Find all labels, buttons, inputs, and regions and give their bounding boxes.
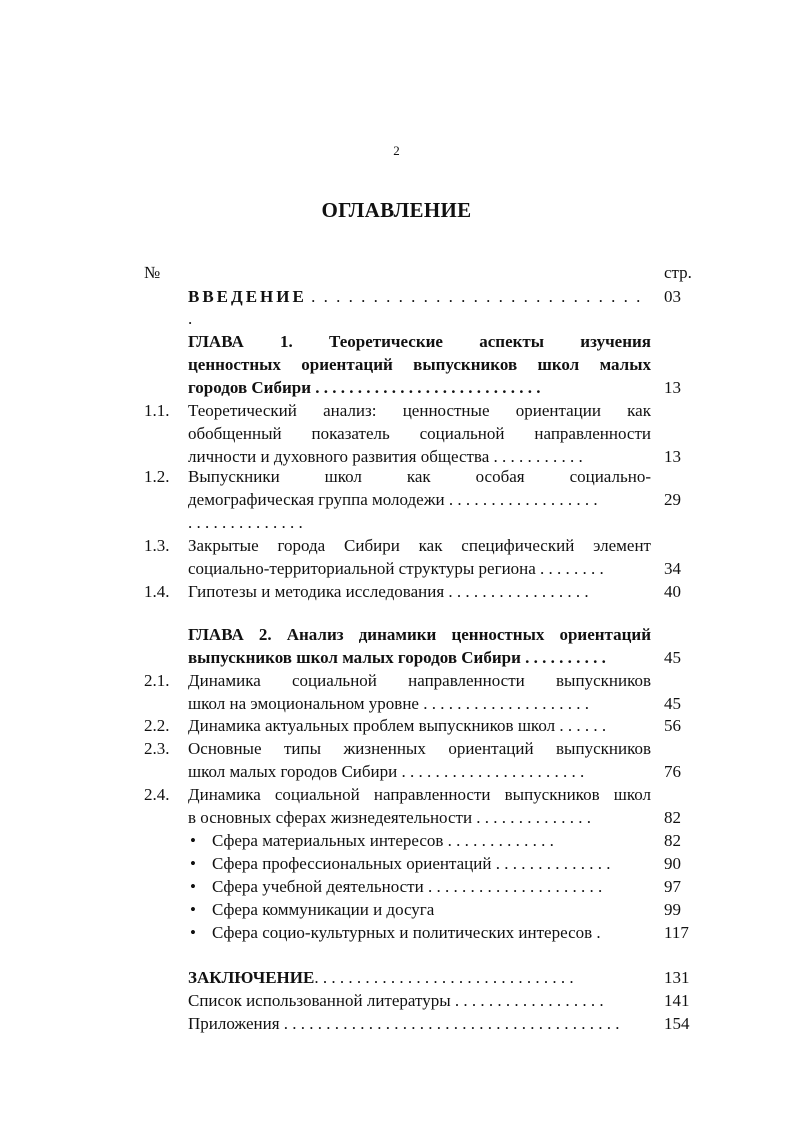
toc-intro-text — [188, 286, 651, 330]
bullet-page: 117 — [664, 923, 689, 942]
chapter1-line1: ГЛАВА 1. Теоретические аспекты изучения — [188, 332, 651, 351]
item-text: Закрытые города Сибири как специфический элемент — [188, 536, 651, 555]
item-number: 1.3. — [144, 536, 170, 555]
item-text: . . . . . . . . . . . . . . — [188, 513, 303, 532]
item-text: Выпускники школ как особая социально- — [188, 467, 651, 486]
item-text: демографическая группа молодежи . . . . . . . . . . . . . . . . . . — [188, 490, 598, 509]
bullet-page: 82 — [664, 831, 681, 850]
item-text: обобщенный показатель социальной направленности — [188, 424, 651, 443]
bullet-page: 99 — [664, 900, 681, 919]
bullet-text: Сфера профессиональных ориентаций . . . . . . . . . . . . . . — [212, 854, 611, 873]
bullet-page: 97 — [664, 877, 681, 896]
conclusion-dots: . . . . . . . . . . . . . . . . . . . . . . . . . . . . . . . — [314, 968, 574, 987]
item-text: социально-территориальной структуры региона . . . . . . . . — [188, 559, 604, 578]
page-number: 2 — [393, 143, 400, 158]
appendix-label: Приложения . . . . . . . . . . . . . . . . . . . . . . . . . . . . . . . . . . . . . . . . — [188, 1014, 620, 1033]
item-text: школ на эмоциональном уровне . . . . . . . . . . . . . . . . . . . . — [188, 694, 589, 713]
bullet-icon: • — [190, 877, 196, 896]
chapter2-line2: выпускников школ малых городов Сибири . . . . . . . . . . — [188, 648, 606, 667]
toc-conclusion-text — [188, 967, 651, 989]
item-page: 29 — [664, 490, 681, 509]
item-text: личности и духовного развития общества . . . . . . . . . . . — [188, 447, 583, 466]
item-text: в основных сферах жизнедеятельности . . . . . . . . . . . . . . — [188, 808, 592, 827]
item-text: Динамика социальной направленности выпускников — [188, 671, 651, 690]
item-text: Динамика социальной направленности выпускников школ — [188, 785, 651, 804]
chapter2-line1: ГЛАВА 2. Анализ динамики ценностных ориентаций — [188, 625, 651, 644]
item-number: 1.1. — [144, 401, 170, 420]
chapter1-line2: ценностных ориентаций выпускников школ малых — [188, 355, 651, 374]
intro-dots: . . . . . . . . . . . . . . . . . . . . . . . . . . . . — [188, 287, 643, 328]
item-page: 76 — [664, 762, 681, 781]
bullet-page: 90 — [664, 854, 681, 873]
item-number: 1.4. — [144, 582, 170, 601]
bullet-icon: • — [190, 854, 196, 873]
appendix-page: 154 — [664, 1014, 690, 1033]
item-page: 56 — [664, 716, 681, 735]
item-number: 2.3. — [144, 739, 170, 758]
num-column-label: № — [144, 263, 161, 282]
item-text: Теоретический анализ: ценностные ориентации как — [188, 401, 651, 420]
item-page: 45 — [664, 694, 681, 713]
item-page: 34 — [664, 559, 681, 578]
item-number: 2.4. — [144, 785, 170, 804]
item-page: 13 — [664, 447, 681, 466]
bullet-text: Сфера коммуникации и досуга — [212, 900, 435, 919]
bullet-text: Сфера материальных интересов . . . . . . . . . . . . . — [212, 831, 554, 850]
item-number: 2.2. — [144, 716, 170, 735]
bullet-text: Сфера социо-культурных и политических интересов . — [212, 923, 601, 942]
conclusion-page: 131 — [664, 968, 690, 987]
item-text: Динамика актуальных проблем выпускников школ . . . . . . — [188, 716, 607, 735]
item-text: Гипотезы и методика исследования . . . . . . . . . . . . . . . . . — [188, 582, 589, 601]
bullet-text: Сфера учебной деятельности . . . . . . . . . . . . . . . . . . . . . — [212, 877, 603, 896]
references-label: Список использованной литературы . . . . . . . . . . . . . . . . . . — [188, 991, 604, 1010]
references-page: 141 — [664, 991, 690, 1010]
bullet-icon: • — [190, 923, 196, 942]
item-text: школ малых городов Сибири . . . . . . . . . . . . . . . . . . . . . . — [188, 762, 585, 781]
page-title: ОГЛАВЛЕНИЕ — [321, 198, 472, 222]
item-text: Основные типы жизненных ориентаций выпускников — [188, 739, 651, 758]
item-number: 1.2. — [144, 467, 170, 486]
page-column-label: стр. — [664, 263, 692, 282]
intro-label: ВВЕДЕНИЕ — [188, 287, 307, 306]
chapter1-page: 13 — [664, 378, 681, 397]
item-page: 40 — [664, 582, 681, 601]
bullet-icon: • — [190, 900, 196, 919]
intro-page: 03 — [664, 287, 681, 306]
item-page: 82 — [664, 808, 681, 827]
chapter2-page: 45 — [664, 648, 681, 667]
conclusion-label: ЗАКЛЮЧЕНИЕ — [188, 968, 315, 987]
item-number: 2.1. — [144, 671, 170, 690]
bullet-icon: • — [190, 831, 196, 850]
chapter1-line3: городов Сибири . . . . . . . . . . . . . . . . . . . . . . . . . . . — [188, 378, 541, 397]
